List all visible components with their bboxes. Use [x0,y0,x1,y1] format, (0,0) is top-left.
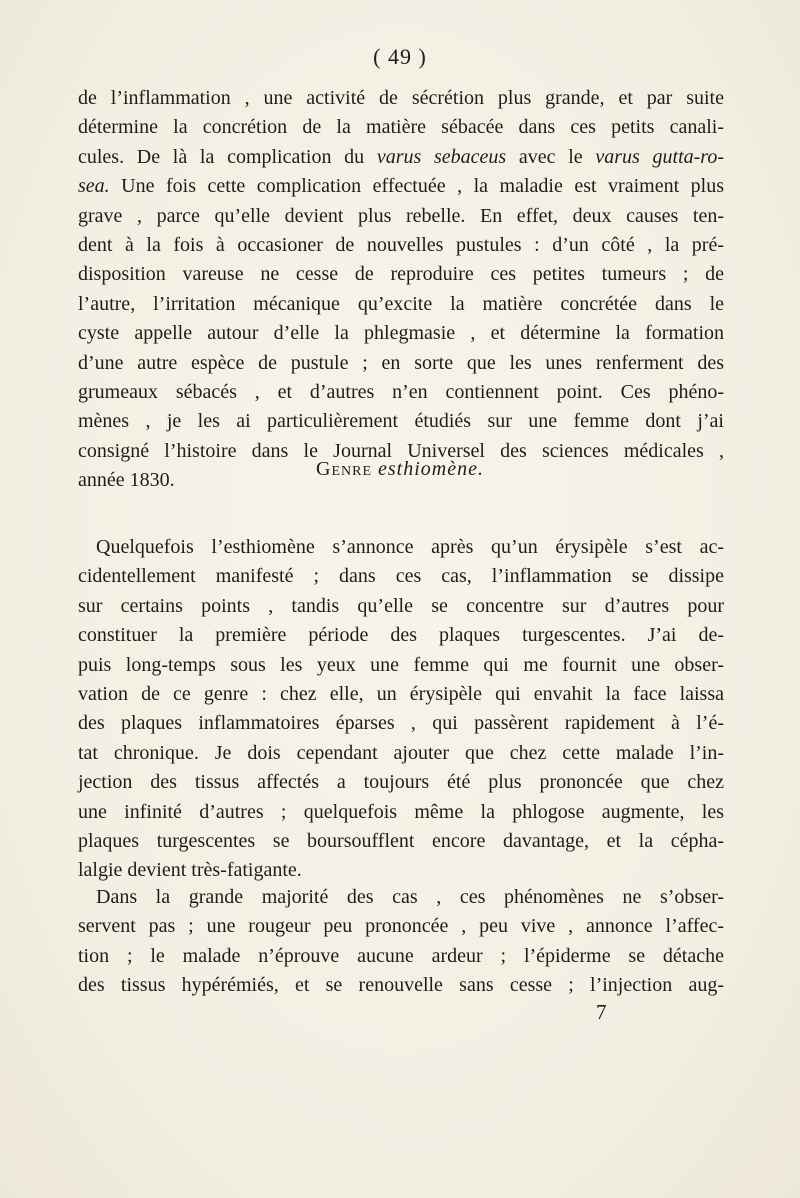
signature-mark: 7 [596,1000,607,1024]
text-line: d’une autre espèce de pustule ; en sorte que les unes renferment des [78,351,724,374]
text-line: constituer la première période des plaques turgescentes. J’ai de- [78,624,724,647]
text-line: Quelquefois l’esthiomène s’annonce après qu’un érysipèle s’est ac- [96,536,724,558]
text-line: des tissus hypérémiés, et se renouvelle sans cesse ; l’injection aug- [78,974,724,997]
text-line: cidentellement manifesté ; dans ces cas, l’inflammation se dissipe [78,565,724,588]
text-line: une infinité d’autres ; quelquefois même la phlogose augmente, les [78,800,724,823]
text-line: l’autre, l’irritation mécanique qu’excite la matière concrétée dans le [78,292,724,315]
text-line-start: cules. De là la complication du [78,145,377,168]
text-line: vation de ce genre : chez elle, un érysipèle qui envahit la face laissa [78,683,724,706]
text-line: sur certains points , tandis qu’elle se concentre sur d’autres pour [78,594,724,617]
text-line: consigné l’histoire dans le Journal Universel des sciences médicales , [78,439,724,462]
text-line: Dans la grande majorité des cas , ces phénomènes ne s’obser- [96,886,724,908]
section-heading [0,458,800,481]
text-line-middle: avec le [506,145,596,168]
text-line: des plaques inflammatoires éparses , qui passèrent rapidement à l’é- [78,712,724,735]
text-line: jection des tissus affectés a toujours été plus prononcée que chez [78,771,724,794]
text-line: année 1830. [78,469,175,492]
heading-genre-label: Genre [316,458,372,480]
text-line: détermine la concrétion de la matière sébacée dans ces petits canali- [78,116,724,139]
text-line: de l’inflammation , une activité de sécrétion plus grande, et par suite [78,87,724,109]
text-line: servent pas ; une rougeur peu prononcée , peu vive , annonce l’affec- [78,915,724,938]
paragraph-varus [78,84,724,496]
text-line: tion ; le malade n’éprouve aucune ardeur ; l’épiderme se détache [78,944,724,967]
text-line: cyste appelle autour d’elle la phlegmasie , et détermine la formation [78,322,724,345]
paragraph-esthiomene [78,533,724,886]
text-line-rest: Une fois cette complication effectuée , la maladie est vraiment plus [109,175,724,198]
text-line: puis long-temps sous les yeux une femme qui me fournit une obser- [78,653,724,676]
text-line [78,172,724,201]
heading-genre-name: esthiomène. [378,458,484,480]
text-line: grumeaux sébacés , et d’autres n’en contiennent point. Ces phéno- [78,381,724,404]
text-line [78,143,724,172]
text-line: tat chronique. Je dois cependant ajouter que chez cette malade l’in- [78,741,724,764]
text-line: dent à la fois à occasioner de nouvelles pustules : d’un côté , la pré- [78,234,724,257]
text-line: plaques turgescentes se boursoufflent encore davantage, et la cépha- [78,830,724,853]
text-line: mènes , je les ai particulièrement étudiés sur une femme dont j’ai [78,410,724,433]
italic-term-varus-sebaceus: varus sebaceus [376,145,507,168]
text-line: lalgie devient très-fatigante. [78,859,302,882]
italic-term-varus-gutta-rosea: varus gutta-ro- [595,145,724,168]
text-line: grave , parce qu’elle devient plus rebelle. En effet, deux causes ten- [78,204,724,227]
paragraph-majorite [78,883,724,1001]
text-line: disposition vareuse ne cesse de reproduire ces petites tumeurs ; de [78,263,724,286]
italic-term-rosea: sea. [78,175,110,198]
page-number: ( 49 ) [373,44,427,69]
